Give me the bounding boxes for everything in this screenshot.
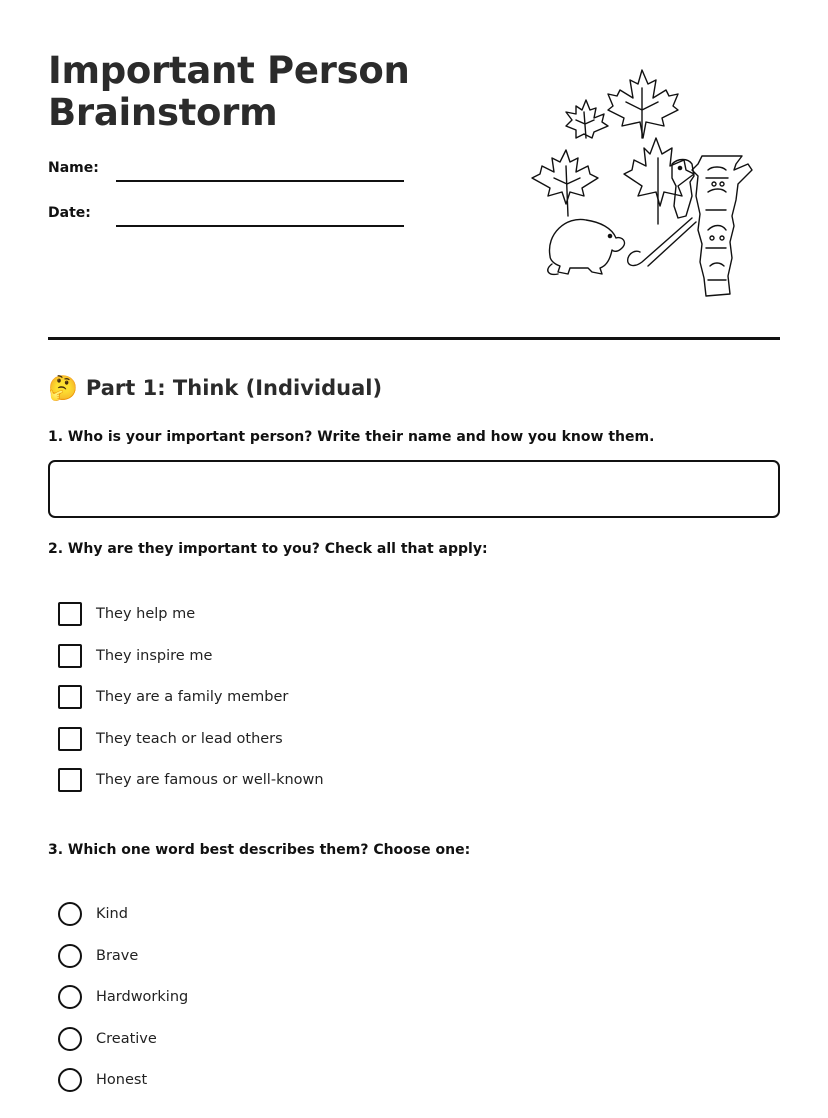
- radio-label: Creative: [96, 1031, 157, 1047]
- question-2: 2. Why are they important to you? Check all that apply:: [48, 541, 488, 557]
- radio-button[interactable]: [58, 985, 82, 1009]
- date-field[interactable]: [116, 225, 404, 227]
- maple-leaf-icon: [532, 150, 598, 216]
- checkbox-label: They inspire me: [96, 648, 213, 664]
- checkbox[interactable]: [58, 685, 82, 709]
- canadian-theme-illustration: [522, 66, 764, 302]
- page-title: [48, 50, 409, 134]
- section-heading-part-1: [48, 373, 382, 403]
- checkbox-option[interactable]: [58, 768, 324, 792]
- section-divider: [48, 337, 780, 340]
- radio-label: Honest: [96, 1072, 148, 1088]
- question-1: 1. Who is your important person? Write their name and how you know them.: [48, 429, 655, 445]
- checkbox-label: They teach or lead others: [96, 731, 283, 747]
- checkbox-option[interactable]: [58, 727, 283, 751]
- answer-field-1[interactable]: [48, 460, 780, 518]
- checkbox-option[interactable]: [58, 685, 288, 709]
- maple-leaf-icon: [624, 138, 694, 224]
- radio-option[interactable]: [58, 1068, 147, 1092]
- radio-label: Brave: [96, 948, 139, 964]
- radio-option[interactable]: [58, 944, 138, 968]
- name-label: Name:: [48, 160, 99, 176]
- checkbox-option[interactable]: [58, 602, 195, 626]
- radio-label: Hardworking: [96, 989, 189, 1005]
- question-3: 3. Which one word best describes them? Choose one:: [48, 842, 471, 858]
- name-field[interactable]: [116, 180, 404, 182]
- thinking-face-icon: 🤔: [48, 374, 78, 402]
- checkbox[interactable]: [58, 602, 82, 626]
- checkbox-label: They are famous or well-known: [96, 772, 324, 788]
- date-label: Date:: [48, 205, 91, 221]
- checkbox[interactable]: [58, 768, 82, 792]
- title-line-1: Important Person: [48, 49, 410, 92]
- maple-leaf-icon: [608, 70, 678, 138]
- radio-option[interactable]: [58, 985, 188, 1009]
- checkbox-label: They are a family member: [96, 689, 289, 705]
- beaver-icon: [548, 219, 625, 274]
- totem-pole-icon: [672, 160, 694, 219]
- title-line-2: Brainstorm: [48, 91, 278, 134]
- checkbox-option[interactable]: [58, 644, 212, 668]
- radio-button[interactable]: [58, 1068, 82, 1092]
- radio-button[interactable]: [58, 944, 82, 968]
- section-title: Part 1: Think (Individual): [85, 376, 383, 400]
- maple-leaf-icon: [566, 100, 608, 138]
- radio-option[interactable]: [58, 902, 128, 926]
- totem-pole-icon: [692, 156, 752, 296]
- radio-button[interactable]: [58, 1027, 82, 1051]
- checkbox-label: They help me: [96, 606, 196, 622]
- hockey-stick-icon: [628, 218, 696, 266]
- radio-label: Kind: [96, 906, 128, 922]
- radio-button[interactable]: [58, 902, 82, 926]
- checkbox[interactable]: [58, 644, 82, 668]
- radio-option[interactable]: [58, 1027, 157, 1051]
- checkbox[interactable]: [58, 727, 82, 751]
